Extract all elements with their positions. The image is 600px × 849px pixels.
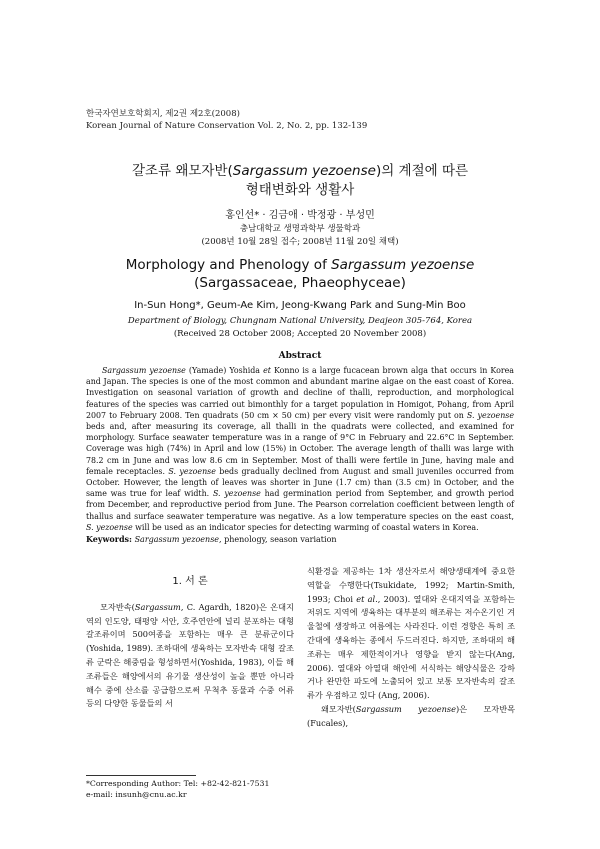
keywords-label: Keywords:	[86, 534, 133, 544]
p3-text-a: 왜모자반(	[321, 703, 356, 714]
authors-english: In-Sun Hong*, Geum-Ae Kim, Jeong-Kwang Park and Sung-Min Boo	[134, 300, 466, 311]
body-column-right	[307, 565, 515, 731]
paragraph-1	[86, 601, 294, 711]
title-en-species: Sargassum yezoense	[331, 257, 475, 273]
footnote-phone: *Corresponding Author: Tel: +82-42-821-7531	[86, 779, 270, 788]
abstract-species: Sargassum yezoense	[102, 366, 186, 375]
journal-header	[86, 108, 367, 132]
title-english	[0, 256, 600, 292]
abstract-species-4: S. yezoense	[86, 522, 133, 532]
keywords	[86, 534, 514, 545]
p2-etal: et al	[356, 593, 376, 604]
received-english: (Received 28 October 2008; Accepted 20 November 2008)	[173, 329, 427, 339]
title-kr-species: Sargassum yezoense	[232, 163, 376, 179]
p1-genus: Sargassum	[134, 601, 181, 612]
abstract-text-4: beds gradually declined from August and small juveniles occurred from October. However, the length of leaves was shorter in June (1.7 cm) than (3.5 cm) in October, and the same was true for leaf width.	[86, 466, 514, 499]
footnote-divider	[86, 775, 196, 776]
abstract-text-2: Konno is a large fucacean brown alga that occurs in Korea and Japan. The species is one of the most common and abundant marine algae on the east coast of Korea. Investigation on seasonal variation of growth and decline of thalli, reproduction, and morphological features of the species was carried out bimonthly for a target population in Homigot, Pohang, from April 2007 to February 2008. Ten quadrats (50 cm × 50 cm) per every visit were randomly put on	[86, 366, 514, 420]
abstract-text-1: (Yamade) Yoshida	[185, 366, 264, 375]
abstract-text-5: had germination period from September, and growth period from December, and reproductive period from June. The Pearson correlation coefficient between length of thallus and surface seawater temperature was negative. As a low temperature species on the east coast,	[86, 489, 514, 521]
footnote-email: e-mail: insunh@cnu.ac.kr	[86, 790, 187, 799]
footnote	[86, 778, 269, 800]
received-korean: (2008년 10월 28일 접수; 2008년 11월 20일 채택)	[201, 237, 399, 247]
abstract-species-2: S. yezoense	[168, 466, 216, 476]
affiliation-korean: 충남대학교 생명과학부 생물학과	[239, 224, 361, 234]
keywords-species: Sargassum yezoense	[134, 535, 220, 544]
title-kr-pre: 갈조류 왜모자반(	[131, 163, 233, 179]
abstract-species-3: S. yezoense	[212, 489, 261, 499]
authors-korean: 홍인선* · 김금애 · 박정광 · 부성민	[225, 210, 375, 221]
p2-text-b: ., 2003). 열대와 온대지역을 포함하는 저위도 지역에 생육하는 대부분의 해조류는 저수온기인 겨울철에 생장하고 여름에는 사라진다. 이런 경향은 특히 조간대에 생육하는 종에서 두드러진다. 하지만, 조하대의 해조류는 매우 제한적이거나 영향을 받지 않는다(Ang, 2006). 열대와 아열대 해안에 서식하는 해양식물은 강하거나 완만한 파도에 노출되어 있고 보통 모자반속의 갈조류가 우점하고 있다 (Ang, 2006).	[307, 593, 515, 701]
p3-species: Sargassum yezoense	[355, 703, 456, 714]
abstract-heading: Abstract	[278, 351, 322, 361]
keywords-rest: , phenology, season variation	[219, 535, 337, 544]
section-heading-introduction: 1. 서 론	[172, 576, 208, 587]
p1-text-b: , C. Agardh, 1820)은 온대지역의 인도양, 태평양 서안, 호주연안에 널리 분포하는 대형 갈조류이며 500여종을 포함하는 매우 큰 분류군이다(Yoshida, 1989). 조하대에 생육하는 모자반속 대형 갈조류 군락은 해중림을 형성하면서(Yoshida, 1983), 이들 해조류들은 해양에서의 유기물 생산성이 높을 뿐만 아니라 해수 중에 산소를 공급함으로써 무척추 동물과 수중 어류 등의 다양한 동물들의 서	[86, 601, 294, 709]
p3-text-b: )은 모자반목(Fucales),	[307, 703, 516, 728]
p2-text-a: 식환경을 제공하는 1차 생산자로서 해양생태계에 중요한 역할을 수행한다(Tsukidate, 1992; Martin-Smith, 1993; Choi	[307, 566, 515, 604]
abstract-et: et	[263, 366, 271, 375]
paragraph-3	[307, 703, 515, 731]
body-column-left	[86, 565, 294, 711]
title-en-line2: (Sargassaceae, Phaeophyceae)	[194, 275, 406, 291]
paragraph-2	[307, 565, 515, 703]
journal-line-en: Korean Journal of Nature Conservation Vol. 2, No. 2, pp. 132-139	[86, 121, 368, 131]
title-kr-post: )의 계절에 따른	[375, 163, 469, 179]
abstract-text-3: beds and, after measuring its coverage, all thalli in the quadrats were collected, and examined for morphology. Surface seawater temperature was in a range of 9°C in February and 22.6°C in September. Coverage was high (74%) in April and low (15%) in October. The average length of thalli was large with 78.2 cm in June and was low 8.6 cm in September. Most of thalli were fertile in June, having male and female receptacles.	[86, 422, 514, 476]
journal-line-kr: 한국자연보호학회지, 제2권 제2호(2008)	[86, 109, 240, 119]
p1-text-a: 모자반속(	[100, 601, 135, 612]
abstract-body	[86, 365, 514, 533]
affiliation-english: Department of Biology, Chungnam National University, Deajeon 305-764, Korea	[127, 316, 473, 326]
abstract-text-6: will be used as an indicator species for detecting warming of coastal waters in Korea.	[132, 522, 479, 532]
title-korean	[0, 162, 600, 200]
title-en-pre: Morphology and Phenology of	[125, 257, 332, 273]
title-kr-line2: 형태변화와 생활사	[245, 182, 355, 198]
abstract-species-1: S. yezoense	[466, 410, 514, 420]
